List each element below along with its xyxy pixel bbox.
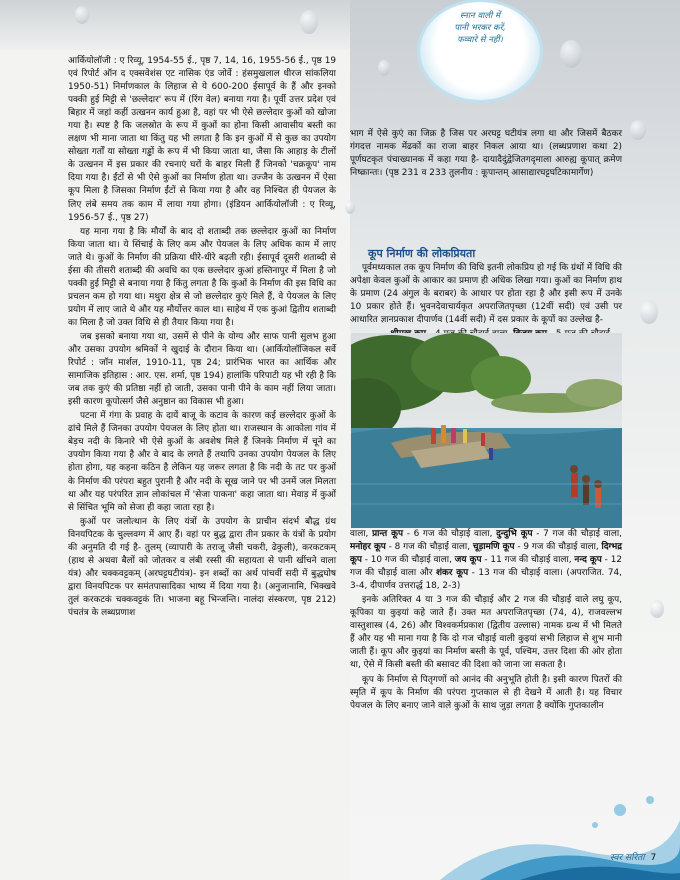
well-type-name: नन्द कूप xyxy=(574,555,602,566)
badge-text xyxy=(420,10,540,46)
water-drop xyxy=(300,10,318,34)
well-type-name: शंकर कूप xyxy=(435,568,469,579)
water-drop xyxy=(650,600,664,618)
paragraph: कुओं पर जलोत्थान के लिए यंत्रों के उपयोग के प्राचीन संदर्भ बौद्ध ग्रंथ विनयपिटक के चुल्लवग्ग में आए हैं। वहां पर बुद्ध द्वारा तीन प्रकार के यंत्रों के प्रयोग की अनुमति दी गई है- तुलम् (व्यापारी के तराजू जैसी चकरी, ढेकुली), करकटकम् (हाथ से अथवा बैलों को जोतकर व लंबी रस्सी की सहायता से पानी खींचने वाला यंत्र) और चक्कवट्टकम् (अरघट्टघटीयंत्र)- इन शब्दों का अर्थ पांचवीं सदी में बुद्धघोष द्वारा विनयपिटक पर समंतपासादिका भाष्य में दिया गया है। (अनुजानामि, भिक्खवे तुलं करकटकं चक्कवट्टकं ति। भाजना बहू भिन्जन्ति। नालंदा संस्करण, पृष्ठ 212) पंचतंत्र के लब्धप्रणाश xyxy=(68,516,336,618)
well-type-desc-lead: वाला, xyxy=(350,529,373,539)
well-type-desc: - 10 गज की चौड़ाई वाला, xyxy=(361,555,455,566)
well-type-desc: - 12 गज की चौड़ाई वाला और xyxy=(350,555,623,579)
well-type-desc: - 7 गज की चौड़ाई वाला, xyxy=(532,529,622,539)
badge-line: स्नान वाली में xyxy=(459,11,501,21)
well-type-name: दिग्भद्र कूप xyxy=(350,542,622,566)
well-type-desc: - 8 गज की चौड़ाई वाला, xyxy=(385,542,473,553)
reference: (अपराजित. 74, 3-4, दीपार्णव उत्तरार्द्ध 18, 2-3) xyxy=(350,568,622,592)
well-type-name: प्रान्त कूप xyxy=(372,529,404,539)
paragraph: पटना में गंगा के प्रवाह के दायें बाजू के कटाव के कारण कई छल्लेदार कुओं के ढांचे मिले हैं जिनका उपयोग पेयजल के लिए होता था। राजस्थान के आकोला गांव में बेड़च नदी के किनारे भी ऐसे कुओं के अवशेष मिले हैं जिनके निर्माण में चूने का उपयोग किया गया है और वे बाद के लगते हैं तथापि उनका उपयोग पेयजल के लिए होता होगा, यह कहना कठिन है लेकिन यह जरूर लगता है कि नदी के तट पर कुओं के निर्माण की परंपरा बहुत पुरानी है और नदी के सूख जाने पर भी उनमें जल मिलता था और यह परंपरित ज्ञान लोकांचल में 'सेजा पाकना' कहा जाता था। मेवाड़ में कुओं से सिंचित भूमि को सेजा ही कहा जाता रहा है। xyxy=(68,411,336,513)
right-column-top xyxy=(350,128,622,181)
water-drop xyxy=(378,60,390,76)
right-column-bottom xyxy=(350,528,622,714)
well-type-name: मनोहर कूप xyxy=(350,542,386,553)
section-heading: कूप निर्माण की लोकप्रियता xyxy=(368,247,476,260)
well-type-name: जय कूप xyxy=(454,555,482,566)
badge-line: फव्वारे से नहीं। xyxy=(457,35,503,45)
well-types-list xyxy=(350,528,622,593)
paragraph: पूर्वमध्यकाल तक कूप निर्माण की विधि इतनी लोकप्रिय हो गई कि ग्रंथों में विधि की अपेक्षा केवल कुओं के आकार का प्रमाण ही अधिक लिखा गया। कुओं का निर्माण हाथ के प्रमाण (24 अंगुल के बराबर) के आधार पर होता रहा है और इसी रूप में उनके 10 प्रकार होते हैं। भुवनदेवाचार्यकृत अपराजितपृच्छा (12वीं सदी) एवं उसी पर आधारित ज्ञानप्रकाश दीपार्णव (14वीं सदी) में दस प्रकार के कूपों का उल्लेख है- xyxy=(350,263,622,326)
magazine-name: स्वर सरिता xyxy=(610,853,645,863)
page-number: 7 xyxy=(650,853,657,863)
well-type-desc: - 11 गज की चौड़ाई वाला, xyxy=(481,555,575,566)
paragraph: आर्कियोलॉजी : ए रिव्यू, 1954-55 ई., पृष्ठ 7, 14, 16, 1955-56 ई., पृष्ठ 19 एवं रिपोर्ट ऑन द एक्सवेशंस एट नासिक एंड जोर्वे : हंसमुखलाल धीरज सांकलिया 1950-51) निर्माणकाल के लिहाज से ये 600-200 ईसापूर्व के हैं और इनको पक्की हुई मिट्टी से 'छल्लेदार' रूप में (रिंग वेल) बनाया गया है। पूर्वी उत्तर प्रदेश एवं बिहार में जहां कहीं उत्खनन कार्य हुआ है, वहां पर भी ऐसे छल्लेदार कुओं को खोजा गया है। स्पष्ट है कि जलस्रोत के रूप में कुओं का होना किसी आवासीय बस्ती का लक्षण भी माना जाता था किंतु यह भी लगता है कि इन कुओं में से कुछ का उपयोग सोख्ता गर्तों या सोख्ता गड्ढों के रूप में भी किया जाता था, जैसा कि आहाड़ के टीलों के उत्खनन में इस प्रकार की रचनाएं घरों के बाहर मिली हैं जिनको 'चक्रकूप' नाम दिया गया है। ईंटों से भी ऐसे कुओं का निर्माण होता था। उज्जैन के उत्खनन में ऐसा कूप मिला है जिसका निर्माण ईंटों से किया गया है और वह निश्चित ही पेयजल के लिए लंबे समय तक काम में लाया गया होगा। (इंडियन आर्कियोलॉजी : ए रिव्यू, 1956-57 ई., पृष्ठ 27) xyxy=(68,56,336,223)
page-footer xyxy=(610,850,656,863)
paragraph: कूप के निर्माण से पितृगणों को आनंद की अनुभूति होती है। इसी कारण पितरों की स्मृति में कूप के निर्माण की परंपरा गुप्तकाल से ही देखने में आती है। यह विचार पेयजल के लिए बनाए जाने वाले कुओं के साथ जुड़ा लगता है क्योंकि गुप्तकालीन xyxy=(350,674,622,711)
water-drop xyxy=(75,6,89,24)
well-type-desc: - 9 गज की चौड़ाई वाला, xyxy=(514,542,602,553)
paragraph: इनके अतिरिक्त 4 या 3 गज की चौड़ाई और 2 गज की चौड़ाई वाले लघु कूप, कूपिका या कुइयां कहे जाते हैं। उक्त मत अपराजितपृच्छा (74, 4), राजवल्लभ वास्तुशास्त्र (4, 26) और विश्वकर्मप्रकाश (द्वितीय उल्लास) नामक ग्रन्थ में भी मिलते हैं और यह भी माना गया है कि दो गज चौड़ाई वाली कुइयां सभी लिहाज से शुभ मानी जाती हैं। कूप और कुइयां का निर्माण बस्ती के पूर्व, पश्चिम, उत्तर दिशा की ओर होता था, ऐसे में किसी बस्ती की बसावट की दिशा को जाना जा सकता है। xyxy=(350,595,622,671)
well-type-desc: - 13 गज की चौड़ाई वाला। xyxy=(468,568,567,579)
paragraph: जब इसको बनाया गया था, उसमें से पीने के योग्य और साफ पानी सुलभ हुआ और उसका उपयोग श्रमिकों ने खुदाई के दौरान किया था। (आर्कियोलॉजिकल सर्वे रिपोर्ट : जॉन मार्शल, 1910-11, पृष्ठ 24; प्रारंभिक भारत का आर्थिक और सामाजिक इतिहास : आर. एस. शर्मा, पृष्ठ 194) हालांकि परिपाटी यह भी रही है कि जब तक कुएं की प्रतिष्ठा नहीं हो जाती, उसका पानी पीने के काम नहीं लिया जाता। इसी कारण कूपोत्सर्ग जैसे अनुष्ठान का विकास भी हुआ। xyxy=(68,331,336,408)
well-type-name: दुन्दुभि कूप xyxy=(496,529,533,539)
water-drop xyxy=(345,200,355,214)
water-drop xyxy=(560,40,582,68)
left-column xyxy=(68,55,336,621)
well-photo xyxy=(351,333,622,528)
badge-line: पानी भरकर करें, xyxy=(454,23,506,33)
right-column-mid xyxy=(350,262,622,342)
water-splash-decoration xyxy=(420,790,680,880)
water-drop xyxy=(630,120,646,140)
water-drop xyxy=(640,300,658,324)
well-type-name: चूड़ामणि कूप xyxy=(472,542,515,553)
well-photo-illustration xyxy=(351,333,622,528)
paragraph: यह माना गया है कि मौर्यों के बाद दो शताब्दी तक छल्लेदार कुओं का निर्माण किया जाता था। ये सिंचाई के लिए कम और पेयजल के लिए अधिक काम में लाए जाते थे। कुओं के निर्माण की प्रक्रिया धीरे-धीरे बढ़ती रही। ईसापूर्व दूसरी शताब्दी से ईसा की तीसरी शताब्दी की अवधि का एक छल्लेदार कुआं हस्तिनापुर में मिला है जो पक्की हुई मिट्टी से बनाया गया है किंतु लगता है कि कुओं के निर्माण की इस विधि का प्रचलन कम हो गया था। मथुरा क्षेत्र से जो छल्लेदार कुएं मिले हैं, वे पेयजल के लिए प्रयोग में लाए जाते थे और यह मौर्योत्तर काल था। साहेथ में एक कुआं द्वितीय शताब्दी का मिला है जो उक्त विधि से ही तैयार किया गया है। xyxy=(68,226,336,328)
paragraph: भाग में ऐसे कुएं का जिक्र है जिस पर अरघट्ट घटीयंत्र लगा था और जिसमें बैठकर गंगदत्त नामक मेंढकों का राजा बाहर निकल आया था। (लब्धप्रणाश कथा 2) पूर्णघटकृत पंचाख्यानक में कहा गया है- दायादैदुंद्वेजितगदृमाला आरुह्य कूपात् क्रमेण निष्क्रान्तः। (पृष्ठ 231 व 233 तुलनीय : कूपान्तम् आसाद्यारघट्टघटिकामार्गेण) xyxy=(350,129,622,179)
well-type-desc: - 6 गज की चौड़ाई वाला, xyxy=(403,529,497,539)
